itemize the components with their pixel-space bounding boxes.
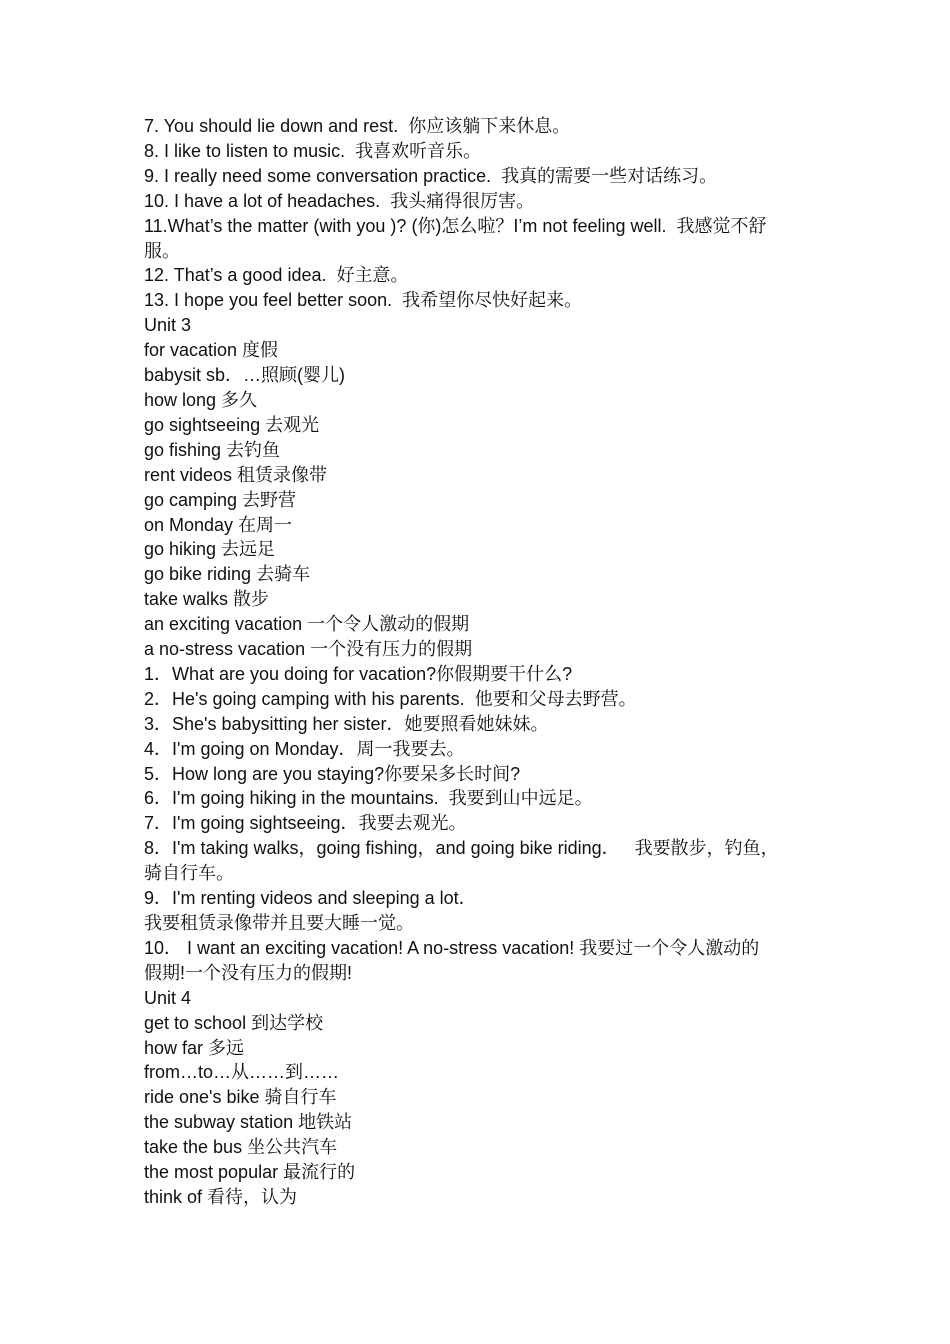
vocab-line: go bike riding 去骑车 <box>144 564 311 585</box>
sentence-line: 2．He's going camping with his parents. 他要和父母去野营。 <box>144 688 637 709</box>
vocab-line: a no-stress vacation 一个没有压力的假期 <box>144 639 473 660</box>
vocab-line: an exciting vacation 一个令人激动的假期 <box>144 614 470 635</box>
sentence-line: 5．How long are you staying?你要呆多长时间? <box>144 763 521 784</box>
sentence-line: 假期!一个没有压力的假期! <box>144 962 353 983</box>
sentence-line: 骑自行车。 <box>144 863 234 884</box>
vocab-line: rent videos 租赁录像带 <box>144 464 328 485</box>
vocab-line: ride one's bike 骑自行车 <box>144 1087 337 1108</box>
text-line: 11.What’s the matter (with you )? (你)怎么啦？I’m not feeling well. 我感觉不舒 <box>144 215 767 236</box>
text-line: 13. I hope you feel better soon. 我希望你尽快好起来。 <box>144 290 583 311</box>
text-line: 9. I really need some conversation practice. 我真的需要一些对话练习。 <box>144 165 718 186</box>
sentence-line: 4．I'm going on Monday．周一我要去。 <box>144 738 465 759</box>
text-line: 7. You should lie down and rest. 你应该躺下来休息。 <box>144 116 571 136</box>
vocab-line: think of 看待，认为 <box>144 1186 298 1207</box>
sentence-line: 1．What are you doing for vacation?你假期要干什么? <box>144 663 573 684</box>
text-line: 8. I like to listen to music. 我喜欢听音乐。 <box>144 140 482 161</box>
sentence-line: 6．I'm going hiking in the mountains. 我要到山中远足。 <box>144 788 593 809</box>
vocab-line: on Monday 在周一 <box>144 514 293 535</box>
vocab-line: how far 多远 <box>144 1037 245 1058</box>
text-line: 服。 <box>144 240 180 261</box>
sentence-line: 10． I want an exciting vacation! A no-stress vacation! 我要过一个令人激动的 <box>144 937 760 958</box>
vocab-line: the most popular 最流行的 <box>144 1162 356 1183</box>
sentence-line: 9．I'm renting videos and sleeping a lot． <box>144 888 477 909</box>
text-line: 10. I have a lot of headaches. 我头痛得很厉害。 <box>144 190 535 211</box>
vocab-line: how long 多久 <box>144 389 258 410</box>
text-line: 12. That’s a good idea. 好主意。 <box>144 265 409 286</box>
vocab-line: the subway station 地铁站 <box>144 1112 353 1133</box>
document-page <box>144 114 814 1210</box>
sentence-line: 8．I'm taking walks，going fishing，and going bike riding． 我要散步，钓鱼， <box>144 838 779 859</box>
vocab-line: take the bus 坐公共汽车 <box>144 1137 338 1158</box>
vocab-line: for vacation 度假 <box>144 340 279 361</box>
vocab-line: from…to…从……到…… <box>144 1062 340 1083</box>
vocab-line: babysit sb．…照顾(婴儿) <box>144 365 346 386</box>
vocab-line: get to school 到达学校 <box>144 1012 324 1033</box>
vocab-line: go sightseeing 去观光 <box>144 414 320 435</box>
sentence-line: 我要租赁录像带并且要大睡一觉。 <box>144 913 414 933</box>
unit-heading: Unit 3 <box>144 315 192 336</box>
vocab-line: take walks 散步 <box>144 589 270 610</box>
sentence-line: 3．She's babysitting her sister．她要照看她妹妹。 <box>144 713 549 734</box>
sentence-line: 7．I'm going sightseeing．我要去观光。 <box>144 813 467 834</box>
vocab-line: go camping 去野营 <box>144 489 297 510</box>
vocab-line: go fishing 去钓鱼 <box>144 439 281 460</box>
vocab-line: go hiking 去远足 <box>144 539 276 560</box>
unit-heading: Unit 4 <box>144 987 192 1008</box>
